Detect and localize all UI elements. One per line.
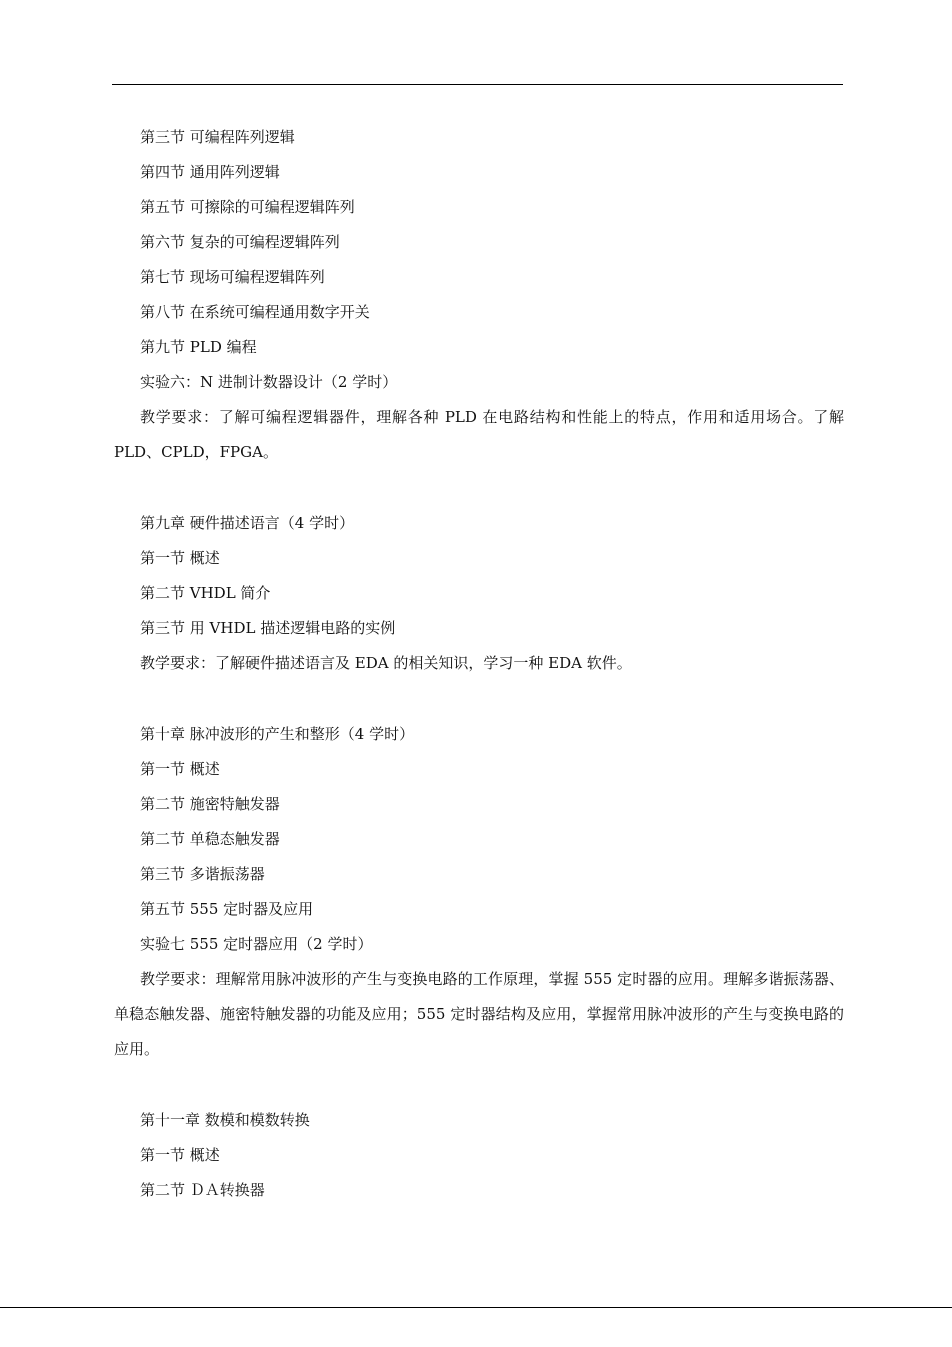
section-heading: 第一节 概述 [140,760,220,778]
header-rule [112,84,843,85]
section-heading: 第二节 施密特触发器 [140,795,280,813]
section-heading: 第三节 可编程阵列逻辑 [140,128,295,146]
section-heading: 第一节 概述 [140,549,220,567]
section-heading: 第一节 概述 [140,1146,220,1164]
section-heading: 第八节 在系统可编程通用数字开关 [140,303,370,321]
section-heading: 第四节 通用阵列逻辑 [140,163,280,181]
experiment-line: 实验七 555 定时器应用（2 学时） [140,935,373,953]
section-heading: 第二节 VHDL 简介 [140,584,271,602]
document-body [114,120,844,1208]
teaching-requirements-line: 教学要求：了解硬件描述语言及 EDA 的相关知识，学习一种 EDA 软件。 [140,654,632,672]
section-heading: 第六节 复杂的可编程逻辑阵列 [140,233,340,251]
section-heading: 第九节 PLD 编程 [140,338,257,356]
paragraph-gap [114,1067,844,1103]
section-heading: 第七节 现场可编程逻辑阵列 [140,268,325,286]
chapter-heading: 第十章 脉冲波形的产生和整形（4 学时） [140,725,415,743]
section-heading: 第五节 555 定时器及应用 [140,900,314,918]
section-heading: 第三节 多谐振荡器 [140,865,265,883]
footer-rule [0,1307,952,1308]
section-heading: 第五节 可擦除的可编程逻辑阵列 [140,198,355,216]
section-heading: 第二节 单稳态触发器 [140,830,280,848]
section-heading: 第三节 用 VHDL 描述逻辑电路的实例 [140,619,396,637]
chapter-heading: 第十一章 数模和模数转换 [140,1111,310,1129]
teaching-requirements-paragraph: 教学要求：理解常用脉冲波形的产生与变换电路的工作原理，掌握 555 定时器的应用。理解多谐振荡器、单稳态触发器、施密特触发器的功能及应用；555 定时器结构及应用，掌握常用脉冲波形的产生与变换电路的应用。 [114,970,844,1058]
paragraph-gap [114,681,844,717]
experiment-line: 实验六：N 进制计数器设计（2 学时） [140,373,398,391]
chapter-heading: 第九章 硬件描述语言（4 学时） [140,514,355,532]
paragraph-gap [114,470,844,506]
teaching-requirements-paragraph: 教学要求：了解可编程逻辑器件，理解各种 PLD 在电路结构和性能上的特点，作用和适用场合。了解 PLD、CPLD，FPGA。 [114,408,844,461]
section-heading: 第二节 ＤＡ转换器 [140,1181,265,1199]
